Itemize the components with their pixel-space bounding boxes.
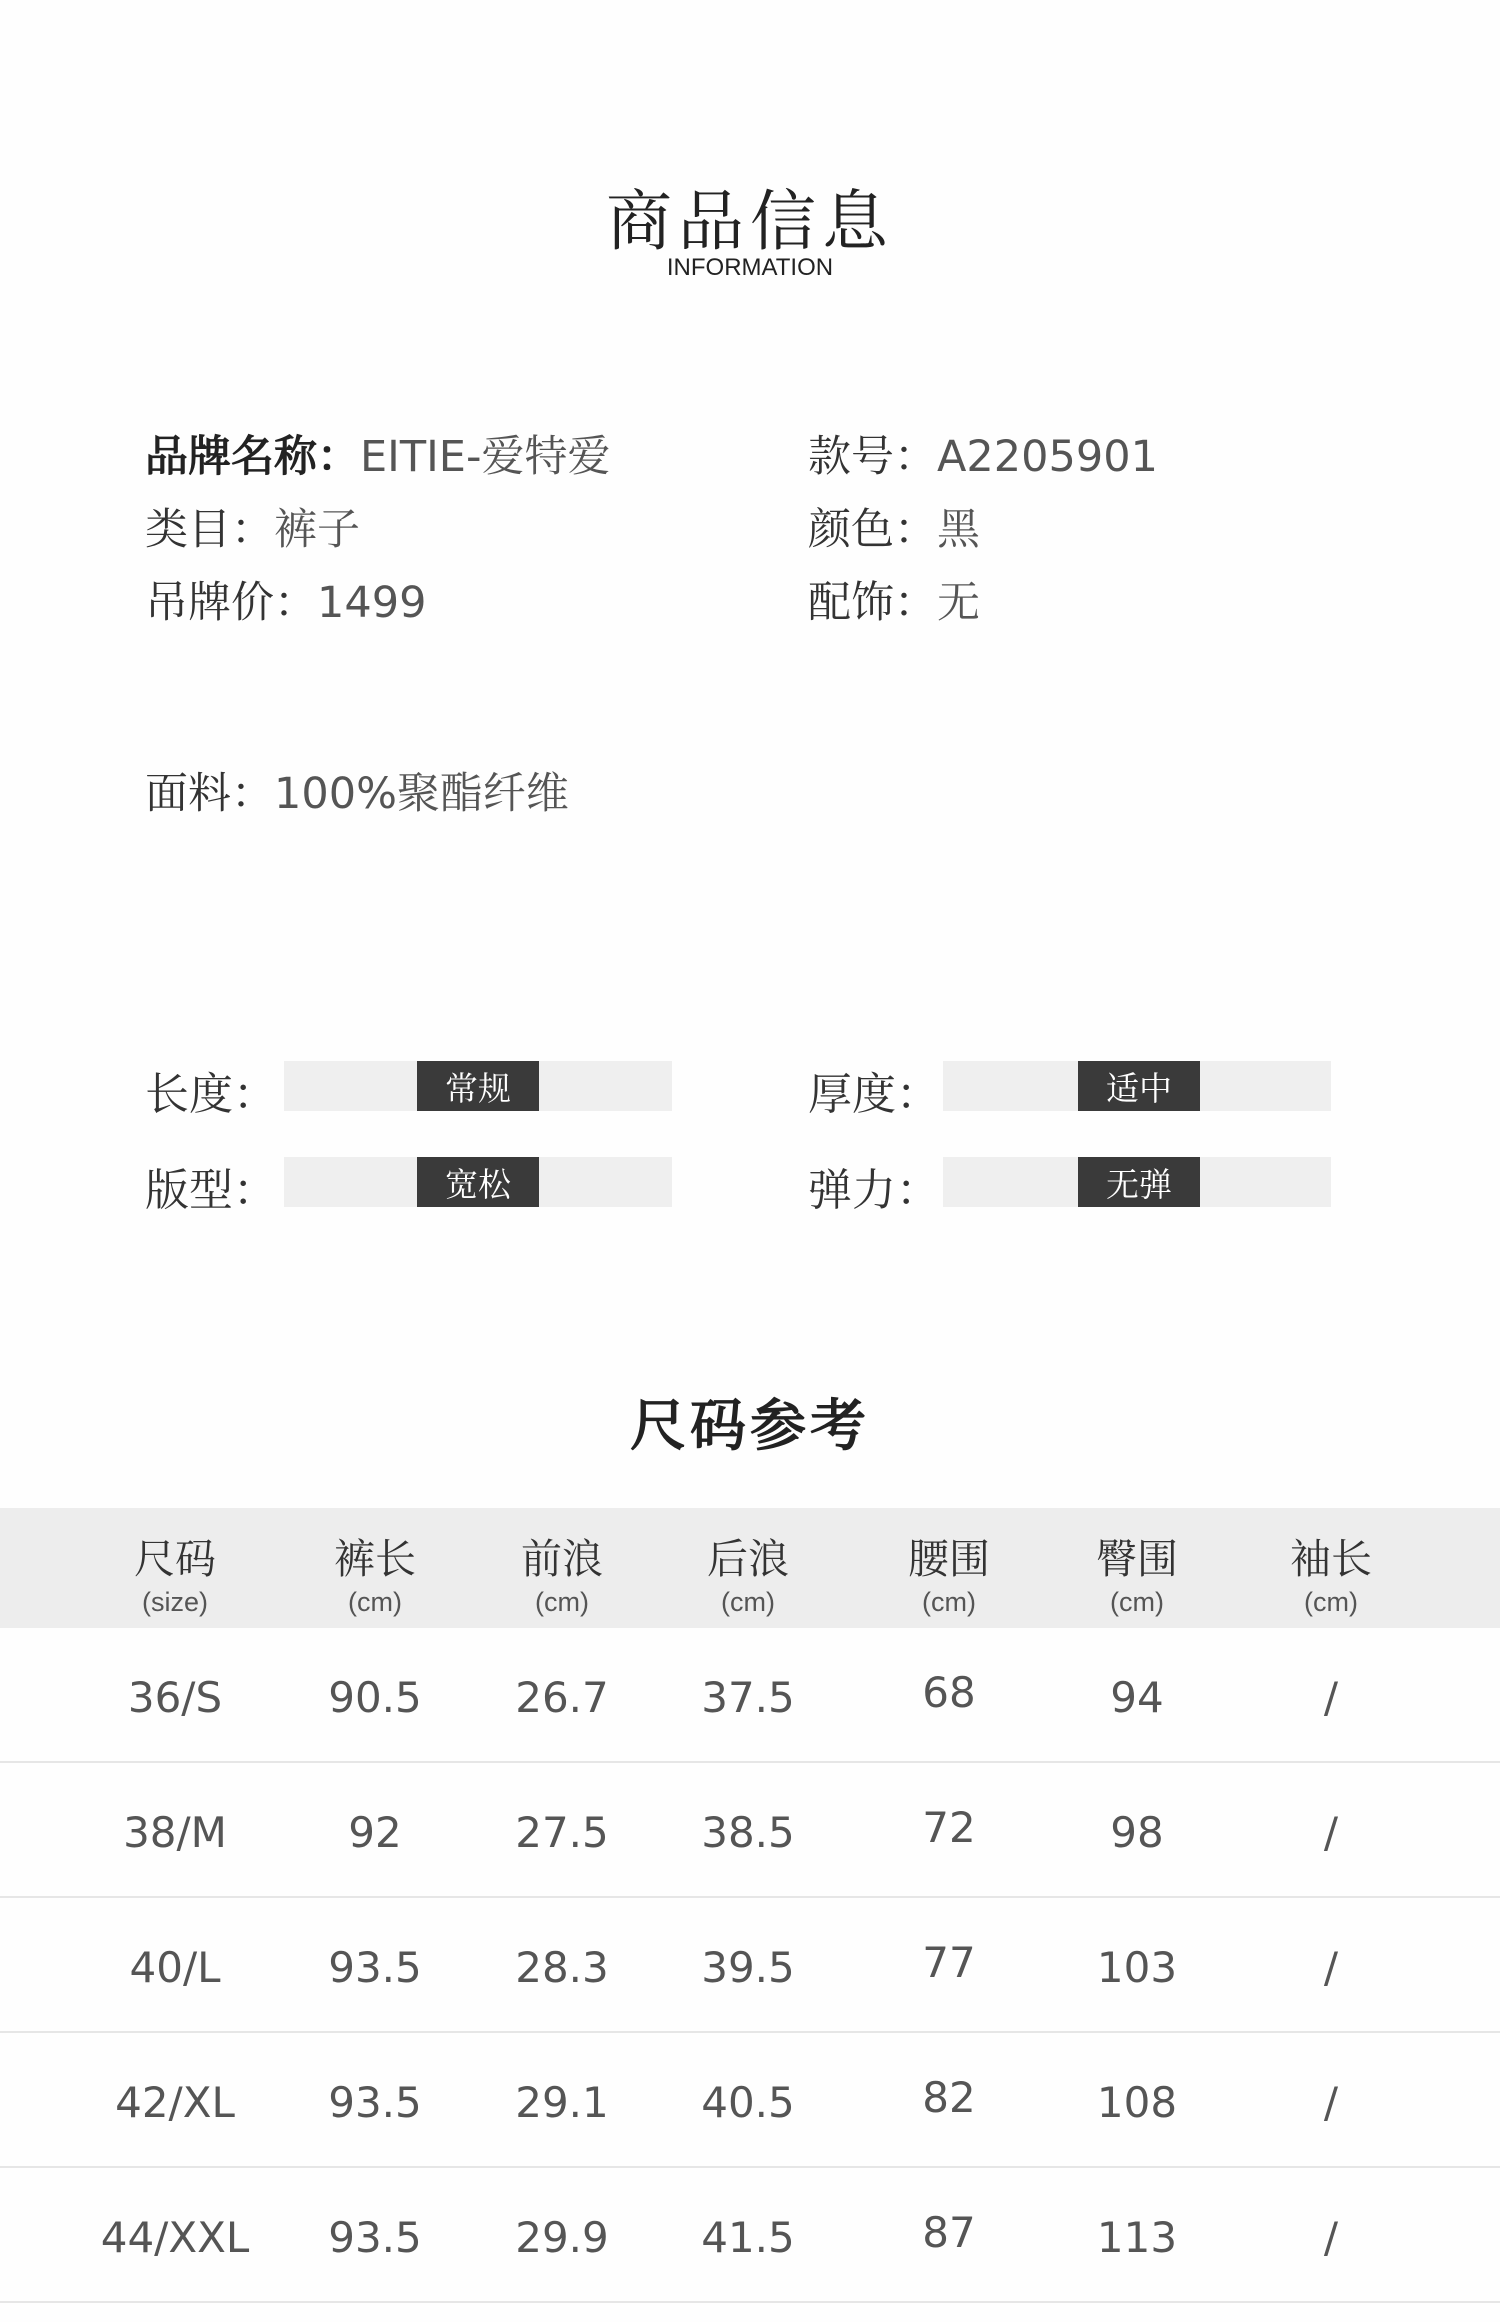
accessory-info: [808, 569, 980, 630]
table-row: [0, 1763, 1500, 1898]
cell-waist: 72: [922, 1803, 976, 1852]
cell-hip: 113: [1096, 2213, 1178, 2262]
header-pant-length: [285, 1508, 465, 1618]
cell-front-rise: 29.1: [515, 2078, 609, 2127]
style-label: 款号：: [808, 432, 937, 482]
page-title: 商品信息: [606, 183, 894, 260]
fit-value: 宽松: [417, 1157, 539, 1207]
header-sleeve-en: (cm): [1304, 1587, 1358, 1617]
cell-waist: 77: [922, 1938, 976, 1987]
brand-value: EITIE-爱特爱: [360, 432, 611, 482]
header-sleeve: [1241, 1508, 1421, 1618]
cell-size: 44/XXL: [100, 2213, 250, 2262]
accessory-label: 配饰：: [808, 578, 937, 628]
cell-waist: 82: [922, 2073, 976, 2122]
cell-front-rise: 29.9: [515, 2213, 609, 2262]
price-value: 1499: [317, 578, 427, 628]
length-label: 长度：: [145, 1069, 277, 1120]
header-size: [85, 1508, 265, 1618]
header-back-rise-en: (cm): [721, 1587, 775, 1617]
cell-sleeve: /: [1323, 1673, 1339, 1722]
header-sleeve-zh: 袖长: [1290, 1535, 1372, 1583]
cell-size: 42/XL: [115, 2078, 235, 2127]
header-waist-en: (cm): [922, 1587, 976, 1617]
thickness-label: 厚度：: [808, 1069, 940, 1120]
cell-back-rise: 39.5: [701, 1943, 795, 1992]
header-hip-zh: 臀围: [1096, 1535, 1178, 1583]
cell-hip: 108: [1096, 2078, 1178, 2127]
color-label: 颜色：: [808, 505, 937, 555]
color-info: [808, 496, 980, 557]
style-info: [808, 423, 1158, 484]
brand-info: [145, 423, 610, 484]
cell-pant-length: 90.5: [328, 1673, 422, 1722]
cell-back-rise: 38.5: [701, 1808, 795, 1857]
brand-label: 品牌名称：: [145, 432, 360, 482]
fabric-value: 100%聚酯纤维: [274, 769, 569, 819]
category-info: [145, 496, 360, 557]
page-subtitle: INFORMATION: [666, 254, 834, 281]
price-info: [145, 569, 426, 630]
price-label: 吊牌价：: [145, 578, 317, 628]
cell-sleeve: /: [1323, 2213, 1339, 2262]
cell-waist: 87: [922, 2208, 976, 2257]
cell-sleeve: /: [1323, 1808, 1339, 1857]
cell-hip: 94: [1110, 1673, 1164, 1722]
cell-front-rise: 28.3: [515, 1943, 609, 1992]
header-size-en: (size): [142, 1587, 208, 1617]
table-row: [0, 1628, 1500, 1763]
size-table-header: [0, 1508, 1500, 1628]
header-waist: [859, 1508, 1039, 1618]
cell-pant-length: 93.5: [328, 2213, 422, 2262]
fit-bar: [284, 1157, 672, 1207]
fabric-info: [145, 760, 569, 821]
cell-front-rise: 26.7: [515, 1673, 609, 1722]
cell-pant-length: 92: [348, 1808, 402, 1857]
thickness-bar: [943, 1061, 1331, 1111]
header-back-rise: [658, 1508, 838, 1618]
cell-hip: 98: [1110, 1808, 1164, 1857]
fabric-label: 面料：: [145, 769, 274, 819]
cell-size: 36/S: [127, 1673, 223, 1722]
category-value: 裤子: [274, 505, 360, 555]
header-front-rise-zh: 前浪: [521, 1535, 603, 1583]
elasticity-label: 弹力：: [808, 1165, 940, 1216]
cell-back-rise: 37.5: [701, 1673, 795, 1722]
header-size-zh: 尺码: [134, 1535, 216, 1583]
header-waist-zh: 腰围: [908, 1535, 990, 1583]
accessory-value: 无: [937, 578, 980, 628]
cell-pant-length: 93.5: [328, 1943, 422, 1992]
header-back-rise-zh: 后浪: [707, 1535, 789, 1583]
cell-waist: 68: [922, 1668, 976, 1717]
table-row: [0, 2033, 1500, 2168]
header-pant-length-en: (cm): [348, 1587, 402, 1617]
table-row: [0, 2168, 1500, 2303]
size-section-title: 尺码参考: [630, 1394, 870, 1459]
thickness-value: 适中: [1078, 1061, 1200, 1111]
elasticity-value: 无弹: [1078, 1157, 1200, 1207]
cell-sleeve: /: [1323, 2078, 1339, 2127]
cell-front-rise: 27.5: [515, 1808, 609, 1857]
cell-size: 40/L: [129, 1943, 221, 1992]
cell-hip: 103: [1096, 1943, 1178, 1992]
category-label: 类目：: [145, 505, 274, 555]
cell-back-rise: 40.5: [701, 2078, 795, 2127]
header-hip: [1047, 1508, 1227, 1618]
cell-sleeve: /: [1323, 1943, 1339, 1992]
header-front-rise: [472, 1508, 652, 1618]
header-pant-length-zh: 裤长: [334, 1535, 416, 1583]
cell-pant-length: 93.5: [328, 2078, 422, 2127]
fit-label: 版型：: [145, 1165, 277, 1216]
elasticity-bar: [943, 1157, 1331, 1207]
header-hip-en: (cm): [1110, 1587, 1164, 1617]
cell-size: 38/M: [123, 1808, 227, 1857]
style-value: A2205901: [937, 432, 1158, 482]
color-value: 黑: [937, 505, 980, 555]
table-row: [0, 1898, 1500, 2033]
length-bar: [284, 1061, 672, 1111]
header-front-rise-en: (cm): [535, 1587, 589, 1617]
length-value: 常规: [417, 1061, 539, 1111]
cell-back-rise: 41.5: [701, 2213, 795, 2262]
